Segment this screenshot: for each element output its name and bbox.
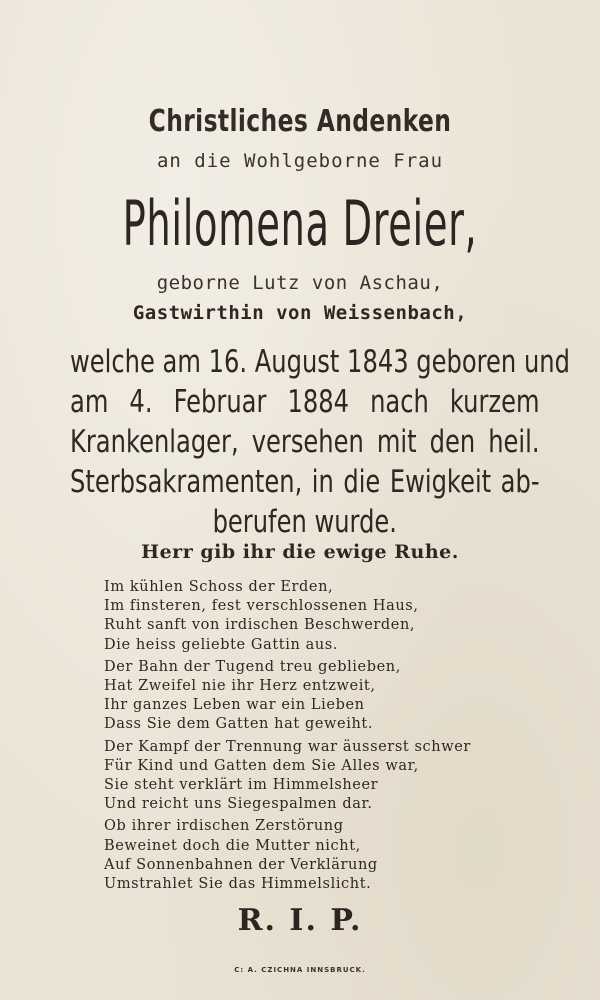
card-heading: Christliches Andenken — [148, 104, 452, 139]
biography-line: Sterbsakramenten, in die Ewigkeit ab- — [70, 464, 540, 500]
poem-line: Beweinet doch die Mutter nicht, — [104, 837, 361, 854]
deceased-name: Philomena Dreier, — [122, 187, 478, 260]
rip-inscription: R. I. P. — [237, 903, 363, 938]
poem-line: Hat Zweifel nie ihr Herz entzweit, — [104, 678, 376, 695]
poem-line: Im finsteren, fest verschlossenen Haus, — [104, 598, 419, 615]
biography-text — [70, 342, 570, 542]
poem-stanza — [104, 817, 471, 894]
poem-line: Der Bahn der Tugend treu geblieben, — [104, 658, 401, 675]
poem-line: Dass Sie dem Gatten hat geweiht. — [104, 716, 374, 733]
poem-stanza — [104, 738, 471, 815]
poem-stanza — [104, 658, 471, 735]
poem-line: Und reicht uns Siegespalmen dar. — [104, 796, 373, 813]
poem-line: Ruht sanft von irdischen Beschwerden, — [104, 617, 416, 634]
occupation-line: Gastwirthin von Weissenbach, — [132, 302, 468, 324]
dedication-line: an die Wohlgeborne Frau — [156, 150, 444, 172]
poem-line: Der Kampf der Trennung war äusserst schwer — [104, 738, 471, 755]
biography-line: am 4. Februar 1884 nach kurzem — [70, 384, 540, 420]
poem-line: Sie steht verklärt im Himmelsheer — [104, 777, 379, 794]
maiden-name-line: geborne Lutz von Aschau, — [156, 272, 444, 294]
printer-imprint: C: A. CZICHNA INNSBRUCK. — [234, 966, 366, 974]
biography-line: berufen wurde. — [212, 504, 397, 540]
poem-stanza — [104, 578, 471, 655]
poem-line: Ob ihrer irdischen Zerstörung — [104, 818, 344, 835]
biography-line: Krankenlager, versehen mit den heil. — [70, 424, 540, 460]
prayer-line: Herr gib ihr die ewige Ruhe. — [141, 541, 459, 563]
poem-line: Ihr ganzes Leben war ein Lieben — [104, 697, 365, 714]
poem-line: Umstrahlet Sie das Himmelslicht. — [104, 876, 372, 893]
poem-line: Im kühlen Schoss der Erden, — [104, 579, 334, 595]
poem-line: Die heiss geliebte Gattin aus. — [104, 636, 339, 653]
poem-line: Für Kind und Gatten dem Sie Alles war, — [104, 757, 419, 774]
memorial-poem — [104, 578, 471, 897]
biography-line: welche am 16. August 1843 geboren und — [70, 344, 570, 380]
poem-line: Auf Sonnenbahnen der Verklärung — [104, 856, 378, 873]
